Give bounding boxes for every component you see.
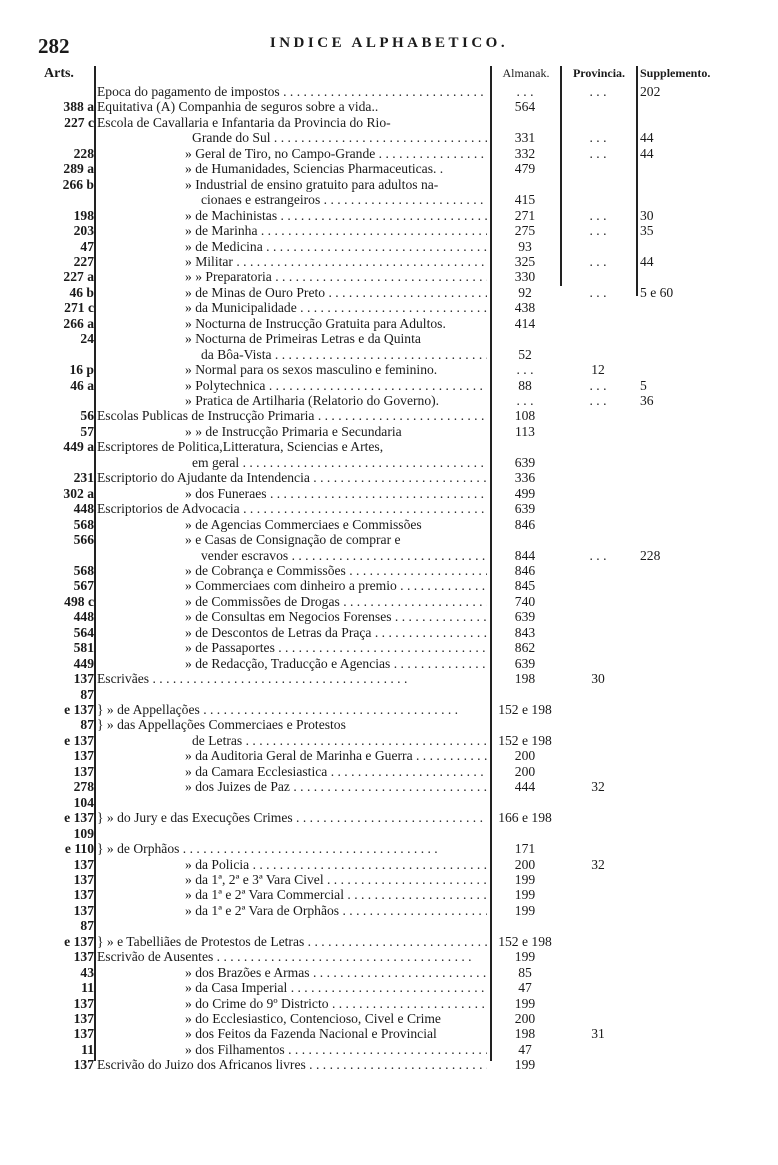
- almanak-page: 846: [514, 562, 536, 578]
- table-row: [0, 532, 778, 548]
- entry-text: » de Agencias Commerciaes e Commissões: [185, 516, 422, 532]
- almanak-page: 113: [515, 423, 535, 439]
- table-row: [0, 887, 778, 903]
- article-number: 266 a: [63, 315, 94, 331]
- article-number: 43: [80, 964, 94, 980]
- entry-text: » de Passaportes . . .: [97, 640, 487, 656]
- entry-text: Epoca do pagamento de impostos . . .: [97, 84, 487, 100]
- entry-text: » da 1ª e 2ª Vara de Orphãos . . .: [97, 903, 487, 919]
- entry-text: » de Humanidades, Sciencias Pharmaceuticas. .: [185, 161, 444, 177]
- entry-text: » Pratica de Artilharia (Relatorio do Governo).: [185, 393, 440, 408]
- supplemento-page: 228: [640, 547, 661, 563]
- article-number: 448: [73, 609, 94, 625]
- article-number: 137: [73, 856, 94, 872]
- article-number: 567: [73, 578, 94, 594]
- article-number: 137: [73, 887, 94, 903]
- supplemento-page: 44: [640, 145, 654, 161]
- almanak-page: 200: [514, 1011, 536, 1026]
- entry-text: » » de Instrucção Primaria e Secundaria: [185, 423, 402, 439]
- table-row: [0, 949, 778, 965]
- table-row: [0, 517, 778, 533]
- table-row: [0, 717, 778, 733]
- table-row: [0, 223, 778, 239]
- table-row: [0, 903, 778, 919]
- article-number: 46 a: [70, 377, 94, 393]
- article-number: 568: [73, 562, 94, 578]
- table-row: [0, 625, 778, 641]
- table-row: [0, 424, 778, 440]
- article-number: 227: [73, 253, 94, 269]
- table-row: [0, 254, 778, 270]
- table-row: [0, 269, 778, 285]
- entry-text: » do Ecclesiastico, Contencioso, Civel e Crime: [185, 1011, 441, 1026]
- entry-text: » da 1ª, 2ª e 3ª Vara Civel . . .: [97, 872, 487, 888]
- entry-text: Grande do Sul . . .: [97, 130, 487, 146]
- article-number: 137: [73, 949, 94, 965]
- almanak-page: 108: [514, 408, 536, 424]
- provincia-page: 31: [591, 1026, 605, 1042]
- almanak-page: 275: [514, 223, 536, 239]
- almanak-page: 152 e 198: [498, 933, 552, 949]
- table-row: [0, 115, 778, 131]
- almanak-page: 331: [514, 130, 536, 146]
- article-number: 109: [73, 825, 94, 841]
- almanak-page: 52: [518, 346, 532, 362]
- table-row: [0, 609, 778, 625]
- almanak-page: 152 e 198: [498, 732, 552, 748]
- article-number: 137: [73, 871, 94, 887]
- supplemento-page: 5: [640, 377, 647, 393]
- almanak-page: 438: [514, 300, 536, 316]
- article-number: 564: [73, 624, 94, 640]
- entry-text: » de Redacção, Traducção e Agencias . . .: [97, 656, 487, 672]
- table-row: [0, 779, 778, 795]
- table-row: [0, 918, 778, 934]
- entry-text: Escriptorios de Advocacia . . .: [97, 501, 487, 517]
- almanak-page: 639: [514, 501, 536, 517]
- almanak-page: 414: [514, 315, 536, 331]
- almanak-page: 846: [514, 516, 536, 532]
- entry-text: » da Casa Imperial . . .: [97, 980, 487, 996]
- entry-text: } » do Jury e das Execuções Crimes . . .: [97, 810, 487, 826]
- table-row: [0, 362, 778, 378]
- provincia-page: . . .: [589, 547, 607, 563]
- provincia-page: . . .: [589, 223, 607, 239]
- table-row: [0, 872, 778, 888]
- entry-text: Equitativa (A) Companhia de seguros sobre a vida..: [97, 99, 379, 115]
- article-number: 137: [73, 671, 94, 687]
- article-number: 302 a: [63, 485, 94, 501]
- article-number: 57: [80, 423, 94, 439]
- almanak-page: 93: [518, 238, 532, 254]
- table-row: [0, 748, 778, 764]
- almanak-page: 271: [514, 207, 536, 223]
- article-number: 47: [80, 238, 94, 254]
- table-row: [0, 239, 778, 255]
- almanak-page: 198: [514, 671, 536, 687]
- entry-text: Escriptores de Politica,Litteratura, Sciencias e Artes,: [97, 439, 384, 455]
- table-row: [0, 687, 778, 703]
- article-number: 11: [81, 1041, 94, 1057]
- article-number: 24: [80, 331, 94, 347]
- header-arts: Arts.: [44, 66, 74, 81]
- article-number: e 137: [64, 732, 94, 748]
- almanak-page: 92: [518, 284, 532, 300]
- almanak-page: 844: [514, 547, 536, 563]
- supplemento-page: 35: [640, 223, 654, 239]
- table-row: [0, 146, 778, 162]
- almanak-page: 199: [514, 995, 536, 1011]
- table-row: [0, 455, 778, 471]
- header-supplemento: Supplemento.: [640, 66, 711, 80]
- table-row: [0, 810, 778, 826]
- article-number: 388 a: [63, 99, 94, 115]
- table-row: [0, 702, 778, 718]
- article-number: e 137: [64, 702, 94, 717]
- provincia-page: 12: [591, 362, 605, 378]
- table-row: [0, 161, 778, 177]
- table-row: [0, 99, 778, 115]
- supplemento-page: 44: [640, 253, 654, 269]
- article-number: 271 c: [64, 300, 94, 316]
- page-number: 282: [38, 34, 70, 58]
- table-row: [0, 285, 778, 301]
- table-row: [0, 1026, 778, 1042]
- table-row: [0, 316, 778, 332]
- article-number: 231: [73, 470, 94, 486]
- article-number: 137: [73, 902, 94, 918]
- table-row: [0, 996, 778, 1012]
- almanak-page: 199: [514, 1057, 536, 1073]
- entry-text: » dos Funeraes . . .: [97, 486, 487, 502]
- article-number: 87: [80, 686, 94, 702]
- article-number: 289 a: [63, 161, 94, 177]
- entry-text: vender escravos . . .: [97, 548, 487, 564]
- almanak-page: 47: [518, 980, 532, 996]
- header-almanak: Almanak.: [502, 66, 550, 80]
- almanak-page: 198: [514, 1026, 536, 1042]
- almanak-page: 639: [514, 454, 536, 470]
- entry-text: de Letras . . .: [97, 733, 487, 749]
- article-number: 137: [73, 995, 94, 1011]
- article-number: 581: [73, 640, 94, 656]
- almanak-page: 200: [514, 763, 536, 779]
- article-number: 278: [73, 779, 94, 795]
- provincia-page: . . .: [589, 145, 607, 161]
- article-number: 198: [73, 207, 94, 223]
- provincia-page: 32: [591, 779, 605, 795]
- entry-text: » e Casas de Consignação de comprar e: [185, 532, 401, 548]
- almanak-page: 639: [514, 609, 536, 625]
- article-number: 137: [73, 1026, 94, 1042]
- article-number: 137: [73, 763, 94, 779]
- entry-text: » da Auditoria Geral de Marinha e Guerra . . .: [97, 748, 487, 764]
- table-row: [0, 486, 778, 502]
- almanak-page: 171: [514, 841, 536, 857]
- almanak-page: 564: [514, 99, 536, 115]
- article-number: e 110: [64, 841, 94, 857]
- supplemento-page: 5 e 60: [640, 284, 674, 300]
- article-number: 448: [73, 501, 94, 517]
- provincia-page: . . .: [589, 207, 607, 223]
- table-row: [0, 177, 778, 193]
- almanak-page: 152 e 198: [498, 702, 552, 717]
- table-row: [0, 501, 778, 517]
- header-provincia: Provincia.: [572, 66, 626, 80]
- article-number: 228: [73, 145, 94, 161]
- entry-text: Escola de Cavallaria e Infantaria da Provincia do Rio-: [97, 114, 391, 130]
- almanak-page: 499: [514, 485, 536, 501]
- entry-text: » de Machinistas . . .: [97, 208, 487, 224]
- supplemento-page: 36: [640, 393, 654, 408]
- provincia-page: . . .: [589, 130, 607, 146]
- supplemento-page: 30: [640, 207, 654, 223]
- entry-text: » Nocturna de Instrucção Gratuita para Adultos.: [185, 315, 446, 331]
- almanak-page: 332: [514, 145, 536, 161]
- almanak-page: 200: [514, 748, 536, 764]
- article-number: 449 a: [63, 439, 94, 455]
- entry-text: » dos Brazões e Armas . . .: [97, 965, 487, 981]
- article-number: 568: [73, 516, 94, 532]
- page-title: INDICE ALPHABETICO.: [269, 35, 509, 51]
- article-number: 137: [73, 748, 94, 764]
- article-number: 137: [73, 1057, 94, 1073]
- article-number: 203: [73, 223, 94, 239]
- almanak-page: 639: [514, 655, 536, 671]
- provincia-page: . . .: [589, 284, 607, 300]
- almanak-page: 166 e 198: [498, 810, 552, 826]
- table-row: [0, 656, 778, 672]
- almanak-page: 845: [514, 578, 536, 594]
- almanak-page: 330: [514, 269, 536, 285]
- table-row: [0, 470, 778, 486]
- table-row: [0, 1042, 778, 1058]
- provincia-page: . . .: [589, 84, 607, 99]
- entry-text: » dos Filhamentos . . .: [97, 1042, 487, 1058]
- table-row: [0, 347, 778, 363]
- almanak-page: 415: [514, 192, 536, 208]
- entry-text: cionaes e estrangeiros . . .: [97, 192, 487, 208]
- article-number: 498 c: [64, 593, 94, 609]
- article-number: 87: [80, 717, 94, 733]
- almanak-page: 85: [518, 964, 532, 980]
- table-row: [0, 331, 778, 347]
- entry-text: } » de Appellações . . .: [97, 702, 487, 718]
- table-row: [0, 378, 778, 394]
- almanak-page: 325: [514, 253, 536, 269]
- almanak-page: 479: [514, 161, 536, 177]
- article-number: 137: [73, 1011, 94, 1026]
- entry-text: » dos Juizes de Paz . . .: [97, 779, 487, 795]
- entry-text: } » das Appellações Commerciaes e Protestos: [97, 717, 346, 733]
- almanak-page: 199: [514, 949, 536, 965]
- table-row: [0, 1011, 778, 1027]
- article-number: 227 a: [63, 269, 94, 285]
- table-row: [0, 439, 778, 455]
- entry-text: » de Commissões de Drogas . . .: [97, 594, 487, 610]
- entry-text: Escrivães . . .: [97, 671, 487, 687]
- entry-text: » da Municipalidade . . .: [97, 300, 487, 316]
- article-number: 566: [73, 532, 94, 548]
- almanak-page: 740: [514, 593, 536, 609]
- table-row: [0, 594, 778, 610]
- table-row: [0, 192, 778, 208]
- supplemento-page: 202: [640, 84, 661, 99]
- entry-text: Escriptorio do Ajudante da Intendencia . . .: [97, 470, 487, 486]
- entry-text: » Polytechnica . . .: [97, 378, 487, 394]
- almanak-page: 843: [514, 624, 536, 640]
- table-row: [0, 733, 778, 749]
- entry-text: » de Cobrança e Commissões . . .: [97, 563, 487, 579]
- entry-text: Escrivão do Juizo dos Africanos livres . . .: [97, 1057, 487, 1073]
- entry-text: » da 1ª e 2ª Vara Commercial . . .: [97, 887, 487, 903]
- provincia-page: 32: [591, 856, 605, 872]
- almanak-page: 88: [518, 377, 532, 393]
- article-number: 16 p: [69, 362, 94, 378]
- entry-text: » Normal para os sexos masculino e feminino.: [185, 362, 438, 378]
- table-row: [0, 764, 778, 780]
- entry-text: » da Camara Ecclesiastica . . .: [97, 764, 487, 780]
- entry-text: } » de Orphãos . . .: [97, 841, 487, 857]
- almanak-page: 200: [514, 856, 536, 872]
- almanak-page: 444: [514, 779, 536, 795]
- almanak-page: 199: [514, 871, 536, 887]
- table-row: [0, 548, 778, 564]
- entry-text: Escrivão de Ausentes . . .: [97, 949, 487, 965]
- article-number: 11: [81, 980, 94, 996]
- almanak-page: 336: [514, 470, 536, 486]
- table-row: [0, 1057, 778, 1073]
- table-row: [0, 640, 778, 656]
- entry-text: Escolas Publicas de Instrucção Primaria . . .: [97, 408, 487, 424]
- table-row: [0, 208, 778, 224]
- table-row: [0, 934, 778, 950]
- entry-text: » de Consultas em Negocios Forenses . . .: [97, 609, 487, 625]
- article-number: 227 c: [64, 114, 94, 130]
- entry-text: » » Preparatoria . . .: [97, 269, 487, 285]
- article-number: 104: [73, 794, 94, 810]
- table-row: [0, 841, 778, 857]
- entry-text: » Industrial de ensino gratuito para adultos na-: [185, 176, 439, 192]
- entry-text: em geral . . .: [97, 455, 487, 471]
- table-row: [0, 857, 778, 873]
- entry-text: » Commerciaes com dinheiro a premio . . .: [97, 578, 487, 594]
- entry-text: » Nocturna de Primeiras Letras e da Quinta: [185, 331, 421, 347]
- almanak-page: . . .: [516, 393, 534, 408]
- provincia-page: . . .: [589, 253, 607, 269]
- article-number: e 137: [64, 933, 94, 949]
- table-row: [0, 826, 778, 842]
- article-number: 46 b: [69, 284, 94, 300]
- article-number: 56: [80, 408, 94, 424]
- entry-text: » de Medicina . . .: [97, 239, 487, 255]
- entry-text: » de Descontos de Letras da Praça . . .: [97, 625, 487, 641]
- table-row: [0, 84, 778, 100]
- almanak-page: . . .: [516, 362, 534, 378]
- almanak-page: 862: [514, 640, 536, 656]
- entry-text: » Militar . . .: [97, 254, 487, 270]
- table-row: [0, 578, 778, 594]
- entry-text: » dos Feitos da Fazenda Nacional e Provincial: [185, 1026, 437, 1042]
- table-row: [0, 393, 778, 409]
- table-row: [0, 671, 778, 687]
- article-number: 449: [73, 655, 94, 671]
- entry-text: » Geral de Tiro, no Campo-Grande . . .: [97, 146, 487, 162]
- article-number: e 137: [64, 810, 94, 826]
- entry-text: da Bôa-Vista . . .: [97, 347, 487, 363]
- entry-text: » de Minas de Ouro Preto . . .: [97, 285, 487, 301]
- table-row: [0, 408, 778, 424]
- provincia-page: . . .: [589, 377, 607, 393]
- supplemento-page: 44: [640, 130, 654, 146]
- almanak-page: . . .: [516, 84, 534, 99]
- table-row: [0, 563, 778, 579]
- almanak-page: 47: [518, 1041, 532, 1057]
- table-row: [0, 980, 778, 996]
- article-number: 266 b: [62, 176, 94, 192]
- almanak-page: 199: [514, 887, 536, 903]
- provincia-page: . . .: [589, 393, 607, 408]
- table-row: [0, 130, 778, 146]
- provincia-page: 30: [591, 671, 605, 687]
- table-row: [0, 965, 778, 981]
- entry-text: » do Crime do 9º Districto . . .: [97, 996, 487, 1012]
- entry-text: » da Policia . . .: [97, 857, 487, 873]
- almanak-page: 199: [514, 902, 536, 918]
- article-number: 87: [80, 918, 94, 934]
- table-row: [0, 795, 778, 811]
- entry-text: » de Marinha . . .: [97, 223, 487, 239]
- table-row: [0, 300, 778, 316]
- entry-text: } » e Tabelliães de Protestos de Letras . . .: [97, 934, 487, 950]
